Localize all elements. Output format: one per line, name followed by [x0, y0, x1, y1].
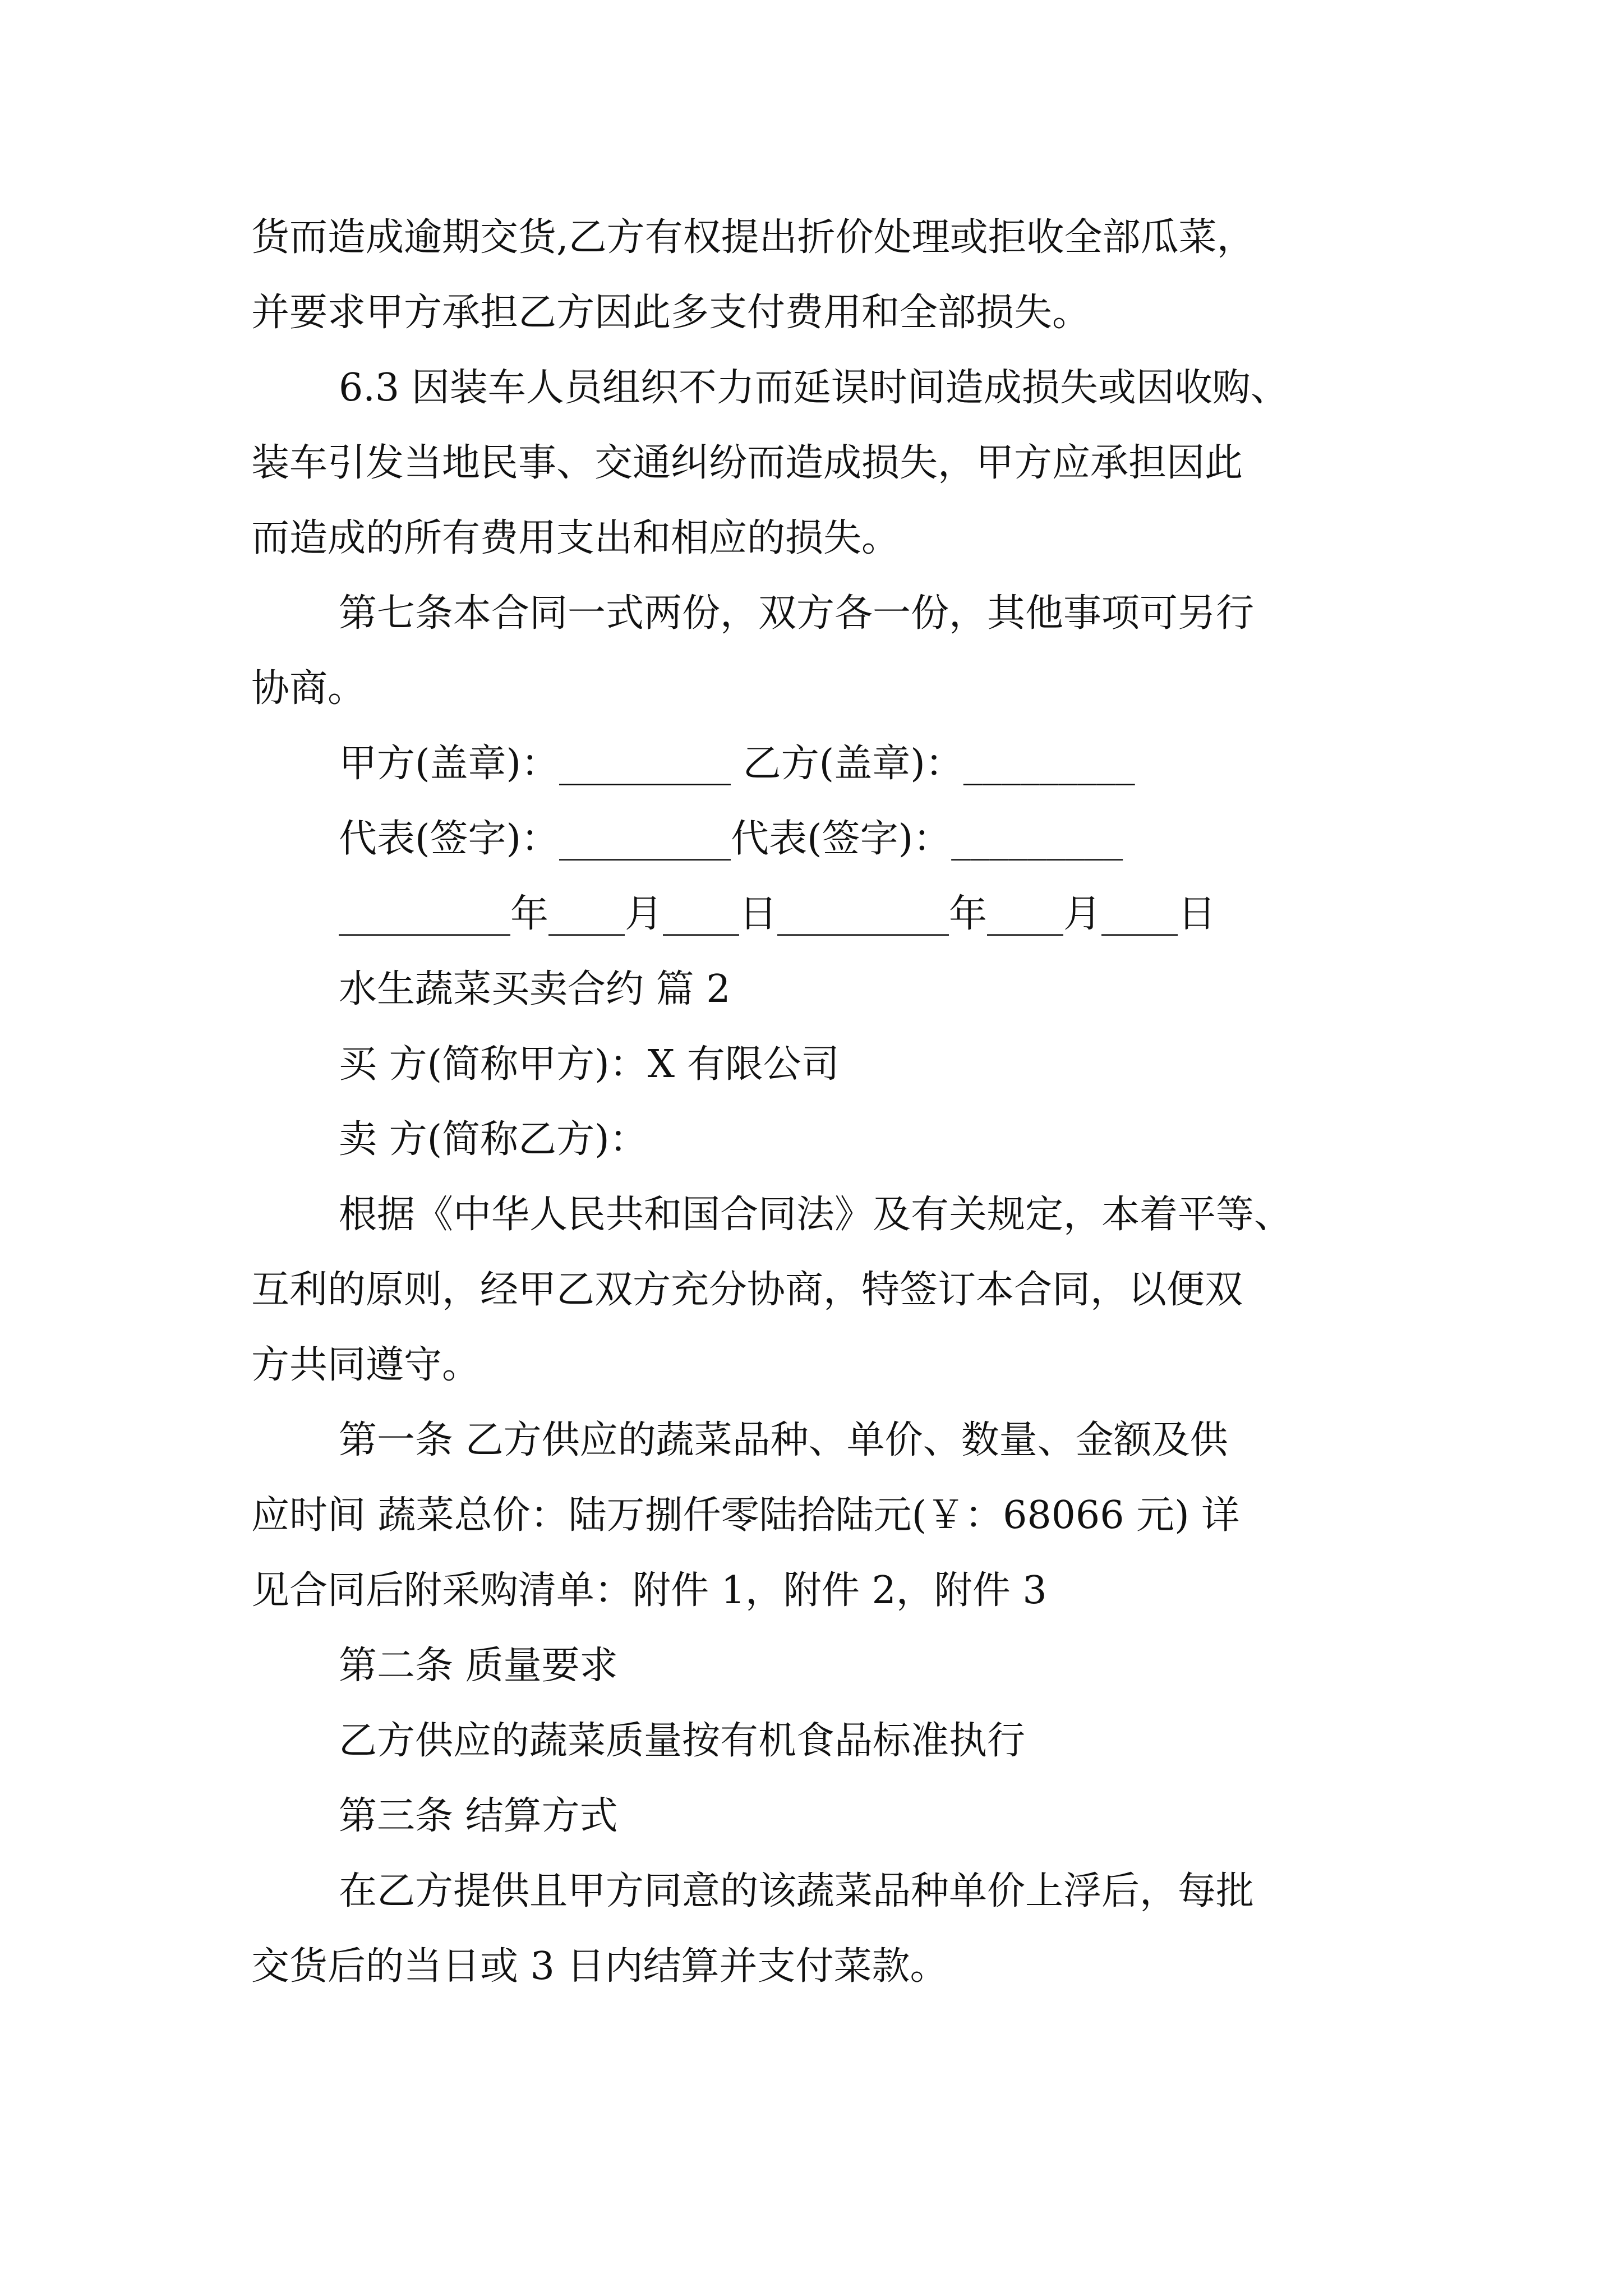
text-line: 并要求甲方承担乙方因此多支付费用和全部损失。 — [251, 291, 1091, 335]
seller-line: 卖 方(简称乙方)： — [339, 1117, 648, 1162]
article-heading: 第三条 结算方式 — [339, 1794, 618, 1838]
section-heading: 水生蔬菜买卖合约 篇 2 — [339, 967, 731, 1011]
signature-line-date: _________年____月____日_________年____月____日 — [339, 892, 1216, 936]
text-line: 交货后的当日或 3 日内结算并支付菜款。 — [251, 1944, 948, 1989]
text-line: 在乙方提供且甲方同意的该蔬菜品种单价上浮后，每批 — [339, 1869, 1255, 1913]
text-line: 根据《中华人民共和国合同法》及有关规定，本着平等、 — [339, 1193, 1293, 1237]
article-heading: 第一条 乙方供应的蔬菜品种、单价、数量、金额及供 — [339, 1418, 1228, 1462]
text-line: 而造成的所有费用支出和相应的损失。 — [251, 516, 900, 560]
text-line: 货而造成逾期交货,乙方有权提出折价处理或拒收全部瓜菜， — [251, 215, 1255, 260]
text-line: 互利的原则，经甲乙双方充分协商，特签订本合同，以便双 — [251, 1268, 1243, 1312]
text-line: 协商。 — [251, 666, 366, 711]
text-line: 装车引发当地民事、交通纠纷而造成损失，甲方应承担因此 — [251, 441, 1243, 485]
text-line: 乙方供应的蔬菜质量按有机食品标准执行 — [339, 1719, 1026, 1763]
article-heading: 第二条 质量要求 — [339, 1644, 618, 1688]
buyer-line: 买 方(简称甲方)：X 有限公司 — [339, 1042, 840, 1087]
text-line: 见合同后附采购清单：附件 1，附件 2，附件 3 — [251, 1568, 1047, 1613]
text-line: 第七条本合同一式两份，双方各一份，其他事项可另行 — [339, 591, 1255, 636]
text-line: 6.3 因装车人员组织不力而延误时间造成损失或因收购、 — [339, 366, 1289, 410]
text-line: 应时间 蔬菜总价：陆万捌仟零陆拾陆元(￥：68066 元) 详 — [251, 1493, 1240, 1538]
text-line: 方共同遵守。 — [251, 1343, 481, 1387]
signature-line-seal: 甲方(盖章)：_________ 乙方(盖章)：_________ — [339, 742, 1135, 786]
signature-line-representative: 代表(签字)：_________代表(签字)：_________ — [339, 817, 1123, 861]
